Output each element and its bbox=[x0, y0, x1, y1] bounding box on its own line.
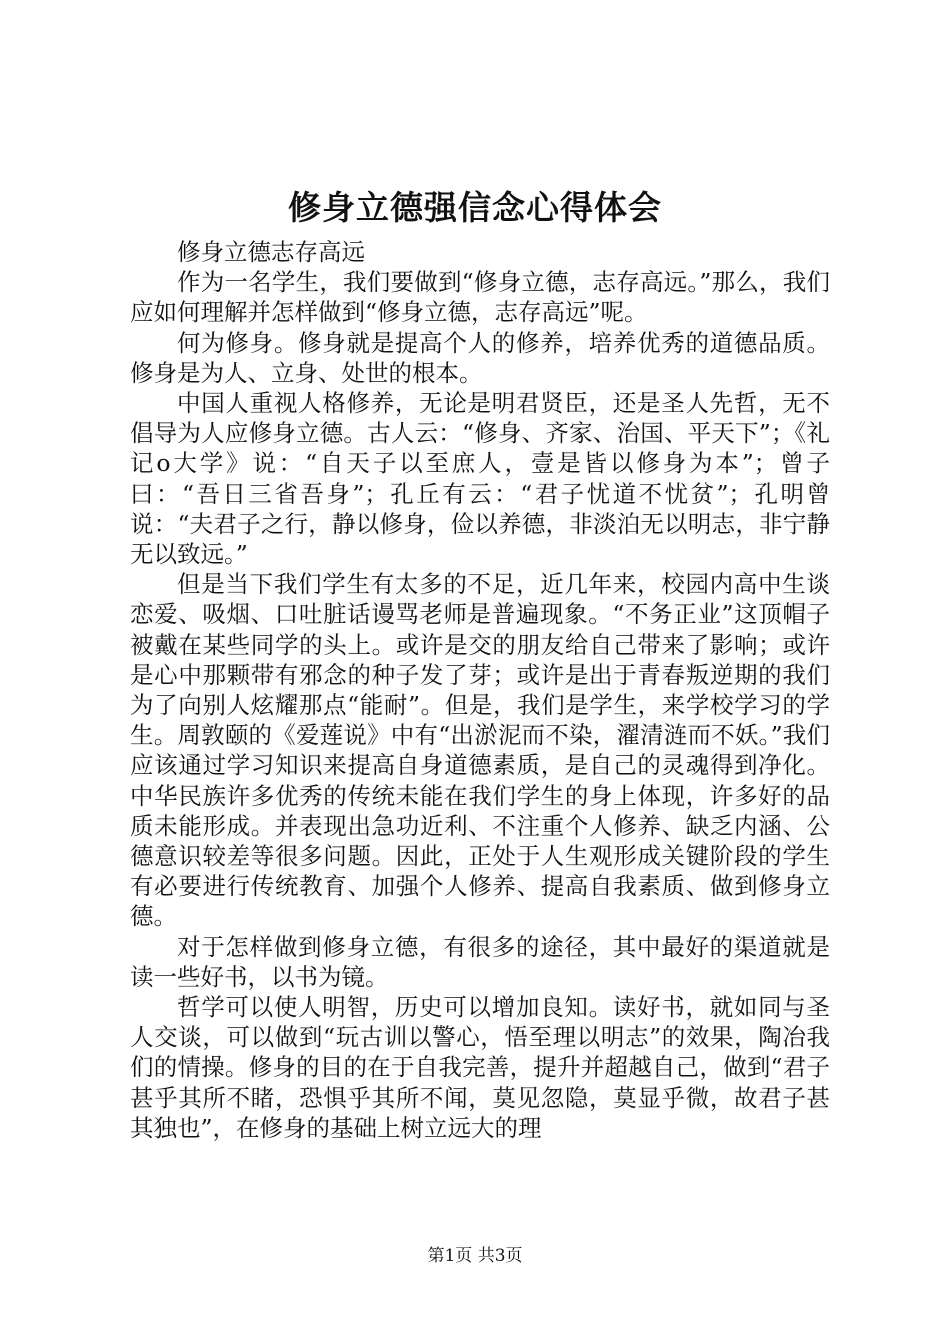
paragraph: 对于怎样做到修身立德，有很多的途径，其中最好的渠道就是读一些好书，以书为镜。 bbox=[130, 932, 830, 991]
paragraph: 何为修身。修身就是提高个人的修养，培养优秀的道德品质。修身是为人、立身、处世的根本。 bbox=[130, 328, 830, 387]
paragraph: 但是当下我们学生有太多的不足，近几年来，校园内高中生谈恋爱、吸烟、口吐脏话谩骂老师是普遍现象。“不务正业”这顶帽子被戴在某些同学的头上。或许是交的朋友给自己带来了影响；或许是心中那颗带有邪念的种子发了芽；或许是出于青春叛逆期的我们为了向别人炫耀那点“能耐”。但是，我们是学生，来学校学习的学生。周敦颐的《爱莲说》中有“出淤泥而不染，濯清涟而不妖。”我们应该通过学习知识来提高自身道德素质，是自己的灵魂得到净化。中华民族许多优秀的传统未能在我们学生的身上体现，许多好的品质未能形成。并表现出急功近利、不注重个人修养、缺乏内涵、公德意识较差等很多问题。因此，正处于人生观形成关键阶段的学生有必要进行传统教育、加强个人修养、提高自我素质、做到修身立德。 bbox=[130, 570, 830, 931]
paragraph: 作为一名学生，我们要做到“修身立德，志存高远。”那么，我们应如何理解并怎样做到“修身立德，志存高远”呢。 bbox=[130, 268, 830, 327]
document-title: 修身立德强信念心得体会 bbox=[288, 188, 662, 227]
paragraph: 哲学可以使人明智，历史可以增加良知。读好书，就如同与圣人交谈，可以做到“玩古训以警心，悟至理以明志”的效果，陶冶我们的情操。修身的目的在于自我完善，提升并超越自己，做到“君子甚乎其所不睹，恐惧乎其所不闻，莫见忽隐，莫显乎微，故君子甚其独也”，在修身的基础上树立远大的理 bbox=[130, 993, 830, 1142]
paragraph: 中国人重视人格修养，无论是明君贤臣，还是圣人先哲，无不倡导为人应修身立德。古人云：“修身、齐家、治国、平天下”；《礼记o大学》说：“自天子以至庶人，壹是皆以修身为本”；曾子曰：“吾日三省吾身”；孔丘有云：“君子忧道不忧贫”；孔明曾说：“夫君子之行，静以修身，俭以养德，非淡泊无以明志，非宁静无以致远。” bbox=[130, 389, 830, 569]
paragraph-subtitle: 修身立德志存高远 bbox=[177, 238, 365, 266]
page-number-footer: 第1页 共3页 bbox=[427, 1246, 523, 1266]
document-body bbox=[130, 237, 830, 1143]
